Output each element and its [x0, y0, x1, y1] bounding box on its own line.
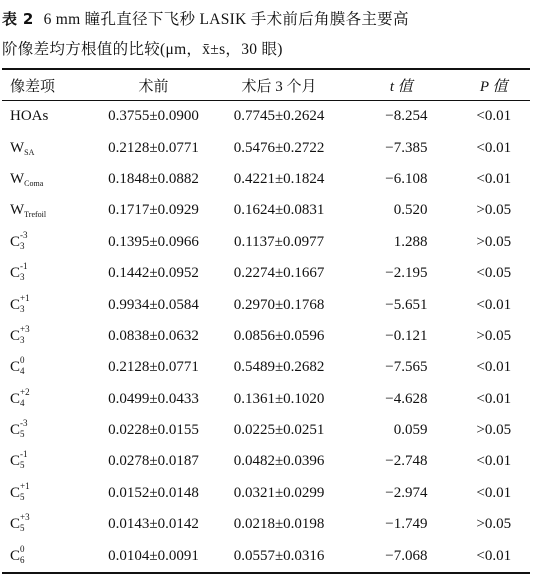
cell-t-value: −5.651: [385, 296, 428, 313]
aberration-index: [20, 292, 30, 314]
aberration-base: C: [10, 265, 21, 282]
header-postop: 术后 3 个月: [241, 78, 317, 95]
cell-postop: 0.4221±0.1824: [233, 170, 325, 187]
table-row: [2, 258, 530, 289]
aberration-sup: -1: [20, 261, 28, 272]
cell-postop: 0.0321±0.0299: [233, 484, 325, 501]
aberration-index: [20, 323, 30, 345]
cell-aberration: [2, 415, 94, 446]
aberration-sub: 5: [20, 460, 25, 471]
aberration-base: C: [10, 547, 21, 564]
cell-t-value: −7.385: [385, 139, 428, 156]
cell-preop: 0.1848±0.0882: [108, 170, 199, 187]
table-row: [2, 227, 530, 258]
cell-preop: 0.1442±0.0952: [108, 265, 199, 282]
cell-t-value: 1.288: [393, 233, 428, 250]
aberration-sub: 5: [20, 523, 25, 534]
table-row: [2, 415, 530, 446]
table-body: [2, 101, 530, 573]
table-row: [2, 509, 530, 540]
aberration-sup: +3: [20, 323, 30, 334]
aberration-sub: 5: [20, 429, 25, 440]
aberration-sub: 3: [20, 334, 25, 345]
caption-line-2: 阶像差均方根值的比较(μm，x̄±s，30 眼): [2, 41, 283, 58]
header-t-value: t 值: [389, 78, 413, 95]
aberration-index: [20, 543, 28, 565]
cell-t-value: −7.068: [385, 547, 428, 564]
aberration-index: [20, 418, 28, 440]
header-preop: 术前: [138, 78, 169, 95]
aberration-sup: +1: [20, 480, 30, 491]
cell-p-value: <0.01: [476, 170, 512, 187]
cell-aberration: [2, 258, 94, 289]
table-row: [2, 132, 530, 163]
cell-postop: 0.0856±0.0596: [233, 327, 325, 344]
cell-postop: 0.2970±0.1768: [233, 296, 325, 313]
cell-postop: 0.0225±0.0251: [233, 422, 325, 439]
cell-p-value: <0.01: [476, 484, 512, 501]
table-row: [2, 352, 530, 383]
cell-preop: 0.0143±0.0142: [108, 516, 199, 533]
cell-postop: 0.1137±0.0977: [233, 233, 325, 250]
aberration-base: C: [10, 422, 21, 439]
table-header-row: [2, 69, 530, 101]
cell-p-value: >0.05: [476, 516, 512, 533]
aberration-base: C: [10, 484, 21, 501]
table-row: [2, 195, 530, 226]
cell-t-value: −7.565: [385, 359, 428, 376]
cell-postop: 0.1361±0.1020: [233, 390, 325, 407]
aberration-sup: -1: [20, 449, 28, 460]
cell-aberration: [2, 227, 94, 258]
cell-postop: 0.0218±0.0198: [233, 516, 325, 533]
cell-postop: 0.1624±0.0831: [233, 202, 325, 219]
cell-preop: 0.2128±0.0771: [108, 359, 199, 376]
cell-aberration: [2, 289, 94, 320]
aberration-sup: +3: [20, 512, 30, 523]
aberration-sub: 5: [20, 491, 25, 502]
aberration-base: W: [10, 202, 25, 219]
aberration-base: W: [10, 139, 25, 156]
aberration-index: [20, 261, 28, 283]
cell-aberration: [2, 352, 94, 383]
table-row: [2, 540, 530, 572]
aberration-base: W: [10, 170, 25, 187]
cell-p-value: >0.05: [476, 233, 512, 250]
cell-preop: 0.1717±0.0929: [108, 202, 199, 219]
aberration-index: [20, 229, 28, 251]
header-aberration: 像差项: [10, 78, 56, 95]
aberration-sub: 6: [20, 554, 25, 565]
aberration-sup: 0: [20, 355, 25, 366]
cell-t-value: −2.974: [385, 484, 428, 501]
cell-p-value: <0.01: [476, 453, 512, 470]
cell-aberration: [2, 101, 94, 133]
cell-preop: 0.0278±0.0187: [108, 453, 199, 470]
cell-p-value: <0.01: [476, 359, 512, 376]
aberration-base: HOAs: [10, 108, 49, 125]
table-row: [2, 164, 530, 195]
cell-preop: 0.0838±0.0632: [108, 327, 199, 344]
cell-aberration: [2, 446, 94, 477]
table-row: [2, 289, 530, 320]
cell-postop: 0.0482±0.0396: [233, 453, 325, 470]
aberration-base: C: [10, 327, 21, 344]
table-row: [2, 101, 530, 133]
cell-preop: 0.0228±0.0155: [108, 422, 199, 439]
cell-p-value: <0.01: [476, 139, 512, 156]
aberration-sup: -3: [20, 418, 28, 429]
aberration-base: C: [10, 390, 21, 407]
aberration-index: [20, 512, 30, 534]
aberration-base: C: [10, 233, 21, 250]
aberration-base: C: [10, 516, 21, 533]
header-p-value: P 值: [479, 78, 508, 95]
cell-aberration: [2, 478, 94, 509]
cell-aberration: [2, 132, 94, 163]
cell-p-value: <0.05: [476, 265, 512, 282]
aberration-sub: 4: [20, 366, 25, 377]
caption-text-1: 6 mm 瞳孔直径下飞秒 LASIK 手术前后角膜各主要高: [43, 11, 409, 28]
cell-postop: 0.0557±0.0316: [233, 547, 325, 564]
cell-t-value: −2.748: [385, 453, 428, 470]
aberration-base: C: [10, 359, 21, 376]
cell-postop: 0.5489±0.2682: [233, 359, 325, 376]
cell-postop: 0.5476±0.2722: [233, 139, 325, 156]
aberration-sub: Trefoil: [24, 210, 47, 220]
caption-line-1: [2, 4, 532, 35]
aberration-base: C: [10, 296, 21, 313]
cell-preop: 0.2128±0.0771: [108, 139, 199, 156]
cell-t-value: −4.628: [385, 390, 428, 407]
cell-t-value: −6.108: [385, 170, 428, 187]
aberration-sup: +2: [20, 386, 30, 397]
aberration-base: C: [10, 453, 21, 470]
table-caption: [2, 4, 532, 65]
cell-p-value: <0.01: [476, 296, 512, 313]
aberration-sub: 4: [20, 397, 25, 408]
table-row: [2, 384, 530, 415]
cell-t-value: 0.520: [393, 202, 428, 219]
aberration-sup: +1: [20, 292, 30, 303]
cell-p-value: >0.05: [476, 327, 512, 344]
cell-aberration: [2, 384, 94, 415]
aberration-index: [20, 480, 30, 502]
cell-t-value: −1.749: [385, 516, 428, 533]
aberration-sub: Coma: [24, 178, 44, 188]
cell-preop: 0.0499±0.0433: [108, 390, 199, 407]
cell-t-value: 0.059: [393, 422, 428, 439]
table-label: 表 2: [2, 10, 34, 28]
aberration-sub: SA: [24, 147, 35, 157]
cell-postop: 0.2274±0.1667: [233, 265, 325, 282]
cell-aberration: [2, 509, 94, 540]
cell-preop: 0.1395±0.0966: [108, 233, 199, 250]
cell-preop: 0.0152±0.0148: [108, 484, 199, 501]
table-row: [2, 478, 530, 509]
aberration-table: [2, 68, 530, 574]
aberration-index: [20, 386, 30, 408]
cell-p-value: <0.01: [476, 390, 512, 407]
aberration-sup: -3: [20, 229, 28, 240]
aberration-index: [20, 355, 28, 377]
cell-preop: 0.9934±0.0584: [108, 296, 199, 313]
cell-aberration: [2, 540, 94, 572]
cell-preop: 0.3755±0.0900: [108, 108, 199, 125]
table-row: [2, 321, 530, 352]
cell-aberration: [2, 321, 94, 352]
table-row: [2, 446, 530, 477]
aberration-sup: 0: [20, 543, 25, 554]
cell-t-value: −8.254: [385, 108, 428, 125]
cell-postop: 0.7745±0.2624: [233, 108, 325, 125]
aberration-sub: 3: [20, 303, 25, 314]
cell-aberration: [2, 164, 94, 195]
aberration-index: [20, 449, 28, 471]
aberration-sub: 3: [20, 272, 25, 283]
aberration-sub: 3: [20, 240, 25, 251]
cell-preop: 0.0104±0.0091: [108, 547, 199, 564]
cell-p-value: >0.05: [476, 202, 512, 219]
cell-p-value: >0.05: [476, 422, 512, 439]
cell-t-value: −2.195: [385, 265, 428, 282]
cell-p-value: <0.01: [476, 547, 512, 564]
cell-t-value: −0.121: [385, 327, 428, 344]
cell-aberration: [2, 195, 94, 226]
cell-p-value: <0.01: [476, 108, 512, 125]
